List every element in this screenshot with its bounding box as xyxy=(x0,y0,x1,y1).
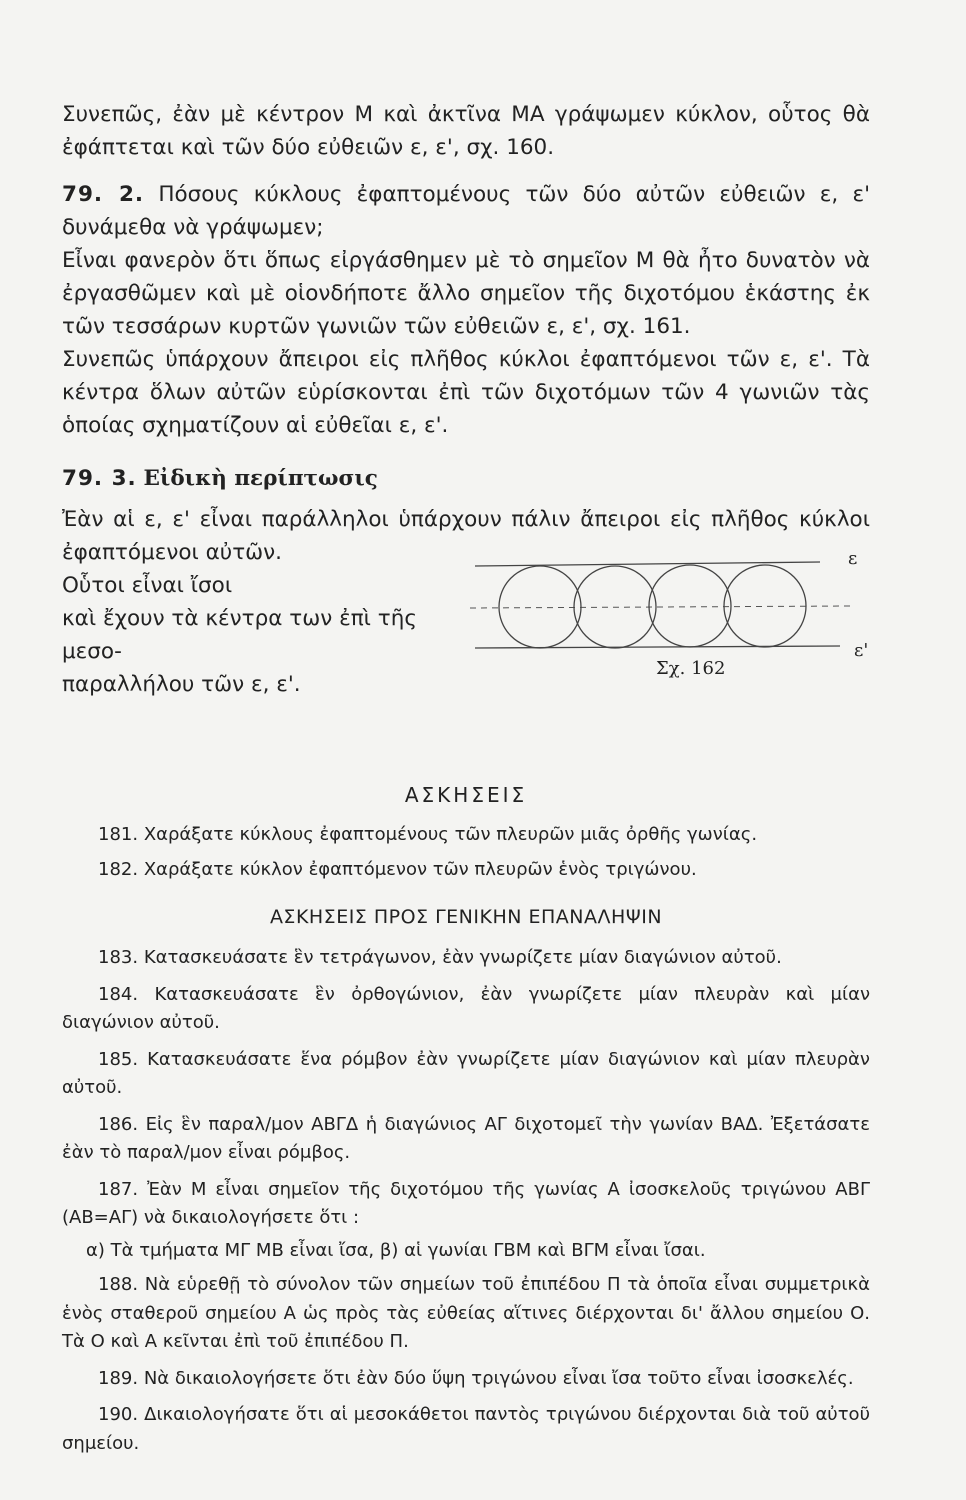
exercises-heading: ΑΣΚΗΣΕΙΣ xyxy=(404,783,528,807)
paragraph: Συνεπῶς ὑπάρχουν ἄπειροι εἰς πλῆθος κύκλοι ἐφαπτόμενοι τῶν ε, ε'. Τὰ κέντρα ὅλων αὐτῶν εὑρίσκονται ἐπὶ τῶν διχοτόμων τῶν 4 γωνιῶν τὰς ὁποίας σχηματίζουν αἱ εὐθεῖαι ε, ε'. xyxy=(62,347,870,438)
exercise-number: 184. xyxy=(98,983,139,1005)
circle xyxy=(499,566,581,648)
review-list xyxy=(62,944,870,1458)
exercise-item xyxy=(62,856,870,885)
section-text: Πόσους κύκλους ἐφαπτομένους τῶν δύο αὐτῶν εὐθειῶν ε, ε' δυνάμεθα νὰ γράψωμεν; xyxy=(62,182,870,240)
section-79-3-heading xyxy=(62,462,870,495)
section-number: 79. 2. xyxy=(62,182,145,207)
exercise-text: Κατασκευάσατε ἓν ὀρθογώνιον, ἐὰν γνωρίζετε μίαν πλευρὰν καὶ μίαν διαγώνιον αὐτοῦ. xyxy=(62,983,870,1033)
review-heading: ΑΣΚΗΣΕΙΣ ΠΡΟΣ ΓΕΝΙΚΗΝ ΕΠΑΝΑΛΗΨΙΝ xyxy=(269,906,663,928)
exercise-text: Κατασκευάσατε ἕνα ρόμβον ἐὰν γνωρίζετε μίαν διαγώνιον καὶ μίαν πλευρὰν αὐτοῦ. xyxy=(62,1048,870,1098)
exercise-number xyxy=(62,1240,86,1261)
exercise-number: 190. xyxy=(98,1404,139,1425)
circle xyxy=(649,565,731,647)
exercise-item xyxy=(62,981,870,1038)
paragraph: παραλλήλου τῶν ε, ε'. xyxy=(62,672,301,697)
figure-162 xyxy=(420,548,880,708)
paragraph: Ἐὰν αἱ ε, ε' εἶναι παράλληλοι ὑπάρχουν πάλιν ἄπειροι εἰς πλῆθος κύκλοι ἐφαπτόμενοι αὐτῶν. xyxy=(62,507,870,565)
exercise-item xyxy=(62,1365,870,1394)
section-number: 79. 3. xyxy=(62,466,137,491)
exercise-item xyxy=(62,1271,870,1357)
exercise-number: 185. xyxy=(98,1048,139,1070)
exercise-text: Νὰ δικαιολογήσετε ὅτι ἐὰν δύο ὕψη τριγώνου εἶναι ἴσα τοῦτο εἶναι ἰσοσκελές. xyxy=(143,1367,854,1389)
exercise-item xyxy=(62,1111,870,1168)
exercise-text: Εἰς ἓν παραλ/μον ΑΒΓΔ ἡ διαγώνιος ΑΓ διχοτομεῖ τὴν γωνίαν ΒΑΔ. Ἐξετάσατε ἐὰν τὸ παραλ/μον εἶναι ρόμβος. xyxy=(62,1113,870,1163)
exercise-item xyxy=(62,1401,870,1458)
exercise-text: Ἐὰν Μ εἶναι σημεῖον τῆς διχοτόμου τῆς γωνίας Α ἰσοσκελοῦς τριγώνου ΑΒΓ (ΑΒ=ΑΓ) νὰ δικαιολογήσετε ὅτι : xyxy=(62,1178,870,1228)
exercise-number: 182. xyxy=(98,858,139,880)
exercise-item xyxy=(62,944,870,973)
label-e: ε xyxy=(848,548,858,569)
exercise-item xyxy=(62,1176,870,1233)
exercise-number: 188. xyxy=(98,1274,139,1295)
mid-parallel-line xyxy=(470,606,850,608)
exercise-text: Χαράξατε κύκλον ἐφαπτόμενον τῶν πλευρῶν ἑνὸς τριγώνου. xyxy=(143,858,697,880)
exercise-number: 186. xyxy=(98,1113,139,1135)
parallel-lines-circles-diagram xyxy=(420,548,880,708)
section-79-2 xyxy=(62,178,870,244)
exercise-number: 189. xyxy=(98,1367,139,1389)
paragraph: Οὗτοι εἶναι ἴσοι xyxy=(62,573,233,598)
paragraph: Εἶναι φανερὸν ὅτι ὅπως εἰργάσθημεν μὲ τὸ σημεῖον Μ θὰ ἦτο δυνατὸν νὰ ἐργασθῶμεν καὶ μὲ οἱονδήποτε ἄλλο σημεῖον τῆς διχοτόμου ἑκάστης ἐκ τῶν τεσσάρων κυρτῶν γωνιῶν τῶν εὐθειῶν ε, ε', σχ. 161. xyxy=(62,248,870,339)
paragraph-intro: Συνεπῶς, ἐὰν μὲ κέντρον Μ καὶ ἀκτῖνα ΜΑ γράψωμεν κύκλον, οὗτος θὰ ἐφάπτεται καὶ τῶν δύο εὐθειῶν ε, ε', σχ. 160. xyxy=(62,102,870,160)
exercise-text: Νὰ εὑρεθῇ τὸ σύνολον τῶν σημείων τοῦ ἐπιπέδου Π τὰ ὁποῖα εἶναι συμμετρικὰ ἑνὸς σταθεροῦ σημείου Α ὡς πρὸς τὰς εὐθείας αἵτινες διέρχονται δι' ἄλλου σημείου Ο. Τὰ Ο καὶ Α κεῖνται ἐπὶ τοῦ ἐπιπέδου Π. xyxy=(62,1274,870,1352)
exercise-number: 181. xyxy=(98,824,139,845)
exercise-item xyxy=(62,1046,870,1103)
label-e-prime: ε' xyxy=(854,640,869,661)
exercise-text: α) Τὰ τμήματα ΜΓ ΜΒ εἶναι ἴσα, β) αἱ γωνίαι ΓΒΜ καὶ ΒΓΜ εἶναι ἴσαι. xyxy=(86,1239,706,1261)
exercise-list xyxy=(62,821,870,884)
figure-caption: Σχ. 162 xyxy=(656,658,726,679)
exercise-item xyxy=(62,1237,870,1266)
exercise-number: 183. xyxy=(98,947,139,968)
page-body xyxy=(62,98,870,1458)
exercise-item xyxy=(62,821,870,850)
paragraph: καὶ ἔχουν τὰ κέντρα των ἐπὶ τῆς μεσο- xyxy=(62,606,417,664)
section-title: Εἰδικὴ περίπτωσις xyxy=(143,466,378,491)
exercise-text: Χαράξατε κύκλους ἐφαπτομένους τῶν πλευρῶν μιᾶς ὀρθῆς γωνίας. xyxy=(143,824,758,845)
exercise-text: Κατασκευάσατε ἓν τετράγωνον, ἐὰν γνωρίζετε μίαν διαγώνιον αὐτοῦ. xyxy=(143,947,782,968)
exercise-number: 187. xyxy=(98,1178,139,1200)
exercise-text: Δικαιολογήσατε ὅτι αἱ μεσοκάθετοι παντὸς τριγώνου διέρχονται διὰ τοῦ αὐτοῦ σημείου. xyxy=(62,1404,870,1454)
